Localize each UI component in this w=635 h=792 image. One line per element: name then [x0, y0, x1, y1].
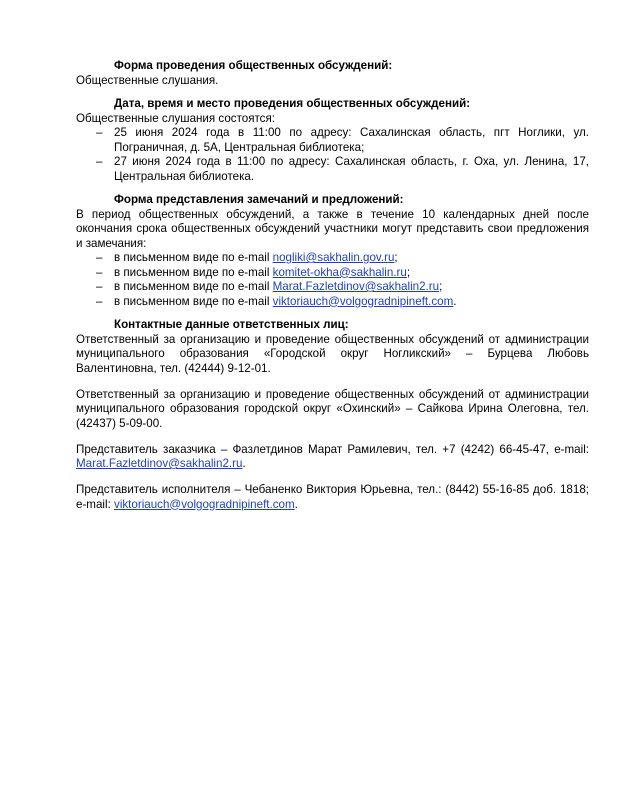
- document-page: [76, 59, 589, 512]
- email-link-nogliki[interactable]: nogliki@sakhalin.gov.ru: [272, 251, 395, 264]
- email-link-okha[interactable]: komitet-okha@sakhalin.ru: [272, 265, 407, 279]
- email-link-contractor[interactable]: viktoriauch@volgogradnipineft.com: [114, 497, 295, 511]
- datetime-list: [76, 126, 589, 184]
- email-link-viktoriauch[interactable]: viktoriauch@volgogradnipineft.com: [272, 294, 454, 308]
- remarks-list: [76, 251, 589, 309]
- form-value: Общественные слушания.: [76, 73, 219, 87]
- list-item: – в письменном виде по e-mail viktoriauch@volgogradnipineft.com.: [96, 294, 457, 308]
- list-item: – в письменном виде по e-mail Marat.Fazletdinov@sakhalin2.ru;: [96, 280, 443, 293]
- contact-okha: Ответственный за организацию и проведение общественных обсуждений от администрации муниципального образования городской округ «Охинский» – Сайкова Ирина Олеговна, тел. (42437) 5-09-00.: [76, 387, 589, 430]
- list-item: – 25 июня 2024 года в 11:00 по адресу: Сахалинская область, пгт Ноглики, ул. Пограничная, д. 5А, Центральная библиотека;: [96, 126, 589, 154]
- contact-contractor: Представитель исполнителя – Чебаненко Виктория Юрьевна, тел.: (8442) 55-16-85 доб. 1818; e-mail: viktoriauch@volgogradnipineft.com.: [76, 483, 589, 511]
- datetime-heading: Дата, время и место проведения общественных обсуждений:: [114, 97, 471, 110]
- list-item: – в письменном виде по e-mail nogliki@sakhalin.gov.ru;: [96, 251, 398, 264]
- datetime-intro: Общественные слушания состоятся:: [76, 111, 275, 125]
- contact-customer: Представитель заказчика – Фазлетдинов Марат Рамилевич, тел. +7 (4242) 66-45-47, e-mail: Marat.Fazletdinov@sakhalin2.ru.: [76, 442, 589, 470]
- email-link-fazletdinov[interactable]: Marat.Fazletdinov@sakhalin2.ru: [272, 280, 440, 293]
- list-item: – в письменном виде по e-mail komitet-okha@sakhalin.ru;: [96, 265, 411, 279]
- remarks-intro: В период общественных обсуждений, а также в течение 10 календарных дней после окончания срока общественных обсуждений участники могут представить свои предложения и замечания:: [76, 207, 589, 250]
- form-heading: Форма проведения общественных обсуждений:: [114, 59, 393, 72]
- remarks-heading: Форма представления замечаний и предложений:: [114, 193, 404, 206]
- list-item: – 27 июня 2024 года в 11:00 по адресу: Сахалинская область, г. Оха, ул. Ленина, 17, Центральная библиотека.: [96, 155, 589, 183]
- contact-nogliki: Ответственный за организацию и проведение общественных обсуждений от администрации муниципального образования «Городской округ Ногликский» – Бурцева Любовь Валентиновна, тел. (42444) 9-12-01.: [76, 332, 589, 375]
- email-link-customer[interactable]: Marat.Fazletdinov@sakhalin2.ru: [76, 457, 243, 470]
- contacts-heading: Контактные данные ответственных лиц:: [114, 318, 349, 331]
